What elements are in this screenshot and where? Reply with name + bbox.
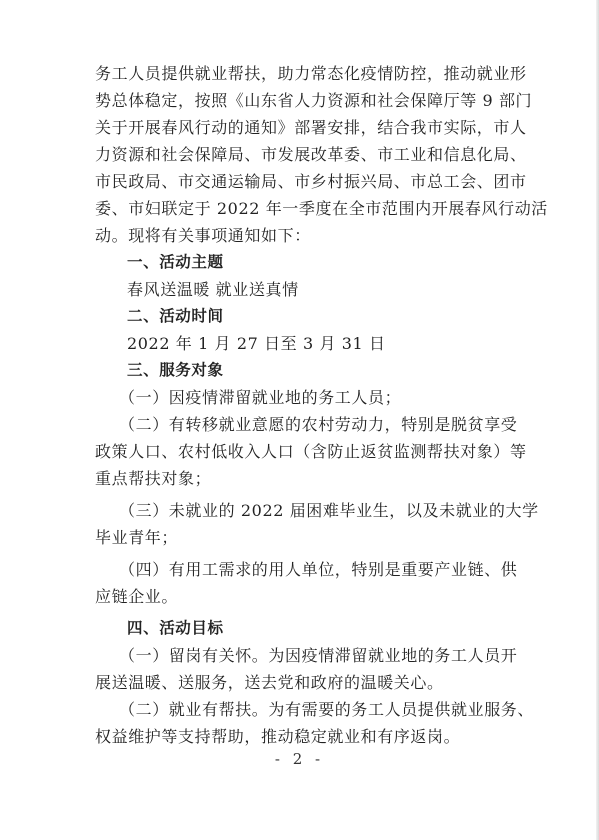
section-heading-goals: 四、活动目标 (127, 619, 224, 637)
text-line: 市民政局、市交通运输局、市乡村振兴局、市总工会、团市 (95, 172, 527, 191)
section-body-theme: 春风送温暖 就业送真情 (127, 280, 299, 299)
section-heading-targets: 三、服务对象 (127, 361, 224, 379)
list-item-continued: 政策人口、农村低收入人口（含防止返贫监测帮扶对象）等 (95, 442, 527, 461)
intro-paragraph (95, 60, 548, 249)
list-item-continued: 权益维护等支持帮助，推动稳定就业和有序返岗。 (95, 727, 461, 746)
list-item: （二）有转移就业意愿的农村劳动力，特别是脱贫享受 (119, 415, 518, 434)
list-item: （一）留岗有关怀。为因疫情滞留就业地的务工人员开 (119, 646, 518, 665)
text-line: 务工人员提供就业帮扶，助力常态化疫情防控，推动就业形 (95, 64, 527, 83)
text-line: 委、市妇联定于 2022 年一季度在全市范围内开展春风行动活 (95, 199, 548, 218)
text-line: 势总体稳定，按照《山东省人力资源和社会保障厅等 9 部门 (95, 91, 533, 110)
list-item-continued: 毕业青年； (95, 528, 179, 547)
page-number: - 2 - (274, 750, 325, 768)
list-item: （一）因疫情滞留就业地的务工人员； (119, 388, 402, 407)
list-item: （四）有用工需求的用人单位，特别是重要产业链、供 (119, 560, 518, 579)
text-line: 动。现将有关事项通知如下： (95, 226, 311, 245)
text-line: 关于开展春风行动的通知》部署安排，结合我市实际，市人 (95, 118, 527, 137)
text-line: 力资源和社会保障局、市发展改革委、市工业和信息化局、 (95, 145, 527, 164)
list-item-continued: 重点帮扶对象； (95, 469, 212, 488)
section-heading-theme: 一、活动主题 (127, 253, 224, 271)
document-body (95, 60, 548, 750)
list-item: （三）未就业的 2022 届困难毕业生，以及未就业的大学 (119, 501, 539, 520)
list-item-continued: 应链企业。 (95, 587, 179, 606)
list-item-continued: 展送温暖、送服务，送去党和政府的温暖关心。 (95, 673, 444, 692)
section-body-time: 2022 年 1 月 27 日至 3 月 31 日 (127, 334, 386, 353)
list-item: （二）就业有帮扶。为有需要的务工人员提供就业服务、 (119, 700, 535, 719)
section-heading-time: 二、活动时间 (127, 307, 224, 325)
